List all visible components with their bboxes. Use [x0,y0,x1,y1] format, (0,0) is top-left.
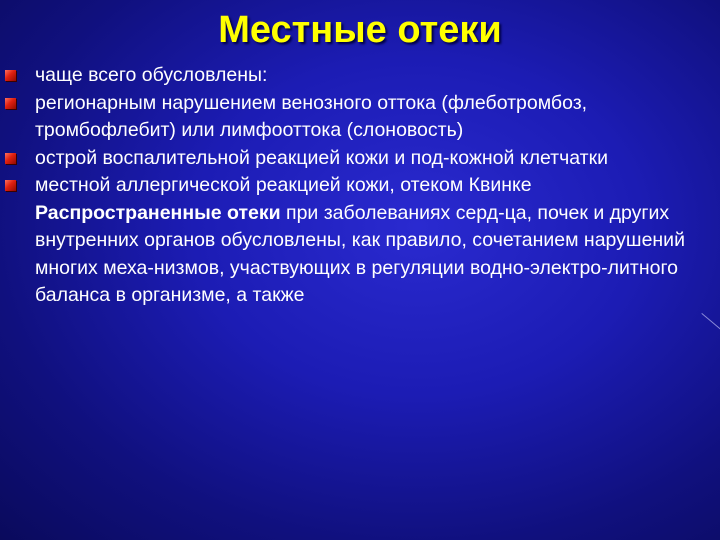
bullet-marker-icon [5,70,16,81]
bullet-text: регионарным нарушением венозного оттока (флеботромбоз, тромбофлебит) или лимфооттока (слоновость) [35,91,588,141]
bullet-marker-icon [5,98,16,109]
bullet-item [0,90,720,145]
bullet-marker-icon [5,180,16,191]
paragraph-text [0,200,720,310]
slide-title: Местные отеки [218,9,502,51]
paragraph-rest: при заболеваниях серд-ца, почек и других внутренних органов обусловлены, как правило, сочетанием нарушений многих меха-низмов, участвующих в регуляции водно-электро-литного баланса в организме, а также [35,201,685,306]
slide-body [0,62,720,310]
decorative-line [701,313,720,333]
bullet-item [0,62,720,90]
bullet-marker-icon [5,153,16,164]
bullet-text: острой воспалительной реакцией кожи и под-кожной клетчатки [35,146,609,169]
bullet-text: местной аллергической реакцией кожи, отеком Квинке [35,174,532,196]
bullet-item [0,172,720,200]
bullet-text: чаще всего обусловлены: [35,64,268,86]
bullet-item [0,145,720,173]
paragraph-bold-term: Распространенные отеки [35,201,281,224]
